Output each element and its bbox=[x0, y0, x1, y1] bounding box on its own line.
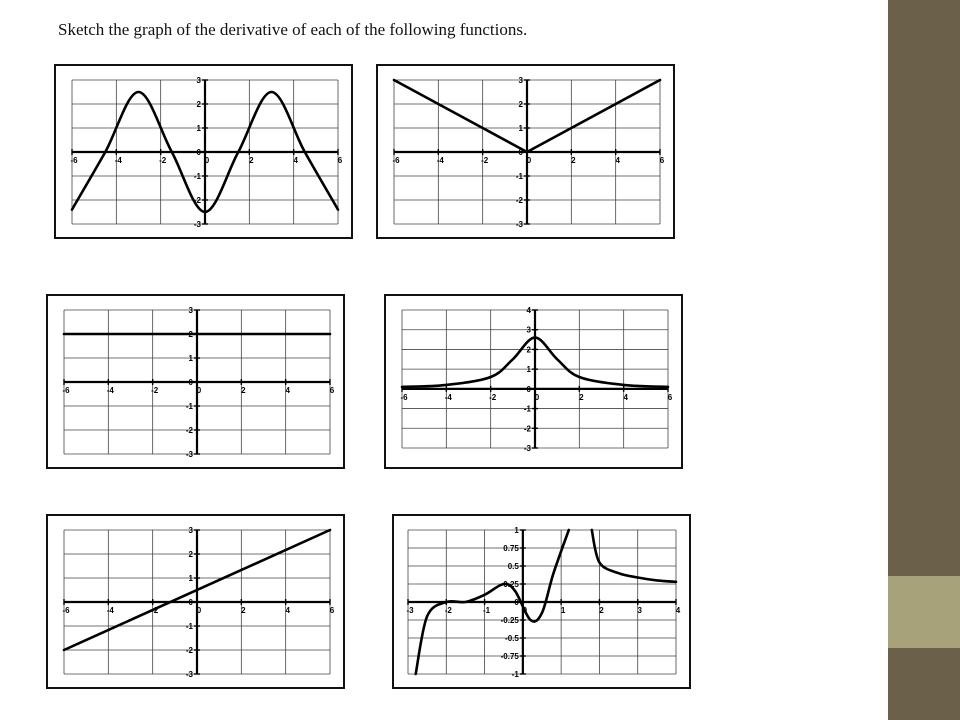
x-tick-label: -2 bbox=[444, 606, 452, 615]
y-tick-label: 3 bbox=[188, 526, 193, 535]
x-tick-label: -6 bbox=[62, 386, 70, 395]
y-tick-label: 0 bbox=[518, 148, 523, 157]
x-tick-label: 0 bbox=[522, 606, 528, 615]
y-tick-label: 0 bbox=[188, 378, 193, 387]
y-tick-label: 1 bbox=[196, 124, 201, 133]
x-tick-label: 0 bbox=[196, 386, 202, 395]
sidebar-light-block bbox=[888, 576, 960, 648]
y-tick-label: 2 bbox=[188, 330, 193, 339]
y-tick-label: 3 bbox=[188, 306, 193, 315]
y-tick-label: 2 bbox=[518, 100, 523, 109]
y-tick-label: -3 bbox=[193, 220, 201, 229]
x-tick-label: 0 bbox=[204, 156, 210, 165]
y-tick-label: 1 bbox=[518, 124, 523, 133]
y-tick-label: -1 bbox=[193, 172, 201, 181]
y-tick-label: -2 bbox=[523, 424, 531, 434]
y-tick-label: -1 bbox=[185, 622, 193, 631]
y-tick-label: 1 bbox=[514, 526, 519, 535]
x-tick-label: -6 bbox=[62, 606, 70, 615]
x-tick-label: -4 bbox=[444, 392, 452, 402]
y-tick-label: 0.75 bbox=[503, 544, 519, 553]
x-tick-label: 2 bbox=[241, 606, 246, 615]
x-tick-label: 4 bbox=[615, 156, 620, 165]
x-tick-label: -2 bbox=[481, 156, 489, 165]
y-tick-label: -1 bbox=[515, 172, 523, 181]
x-tick-label: 0 bbox=[196, 606, 202, 615]
x-tick-label: 1 bbox=[560, 606, 566, 615]
graph-6-curve-branch-right bbox=[592, 530, 676, 582]
graph-6-panel bbox=[392, 514, 691, 689]
y-tick-label: -2 bbox=[185, 646, 193, 655]
y-tick-label: -0.5 bbox=[505, 634, 519, 643]
graph-1-panel bbox=[54, 64, 353, 239]
y-tick-label: -1 bbox=[511, 670, 519, 679]
x-tick-label: 2 bbox=[579, 392, 584, 402]
x-tick-label: 4 bbox=[285, 606, 290, 615]
y-tick-label: 1 bbox=[188, 574, 193, 583]
y-tick-label: -2 bbox=[193, 196, 201, 205]
y-tick-label: 4 bbox=[526, 306, 531, 315]
graph-3-plot bbox=[48, 296, 343, 467]
x-tick-label: 4 bbox=[285, 386, 290, 395]
graph-3-panel bbox=[46, 294, 345, 469]
y-tick-label: -2 bbox=[515, 196, 523, 205]
x-tick-label: 2 bbox=[599, 606, 604, 615]
graph-2-plot bbox=[378, 66, 673, 237]
x-tick-label: 6 bbox=[337, 156, 343, 165]
x-tick-label: 6 bbox=[667, 392, 673, 402]
x-tick-label: 2 bbox=[249, 156, 254, 165]
y-tick-label: 3 bbox=[526, 325, 531, 335]
x-tick-label: -4 bbox=[114, 156, 122, 165]
x-tick-label: 2 bbox=[571, 156, 576, 165]
graph-5-panel bbox=[46, 514, 345, 689]
x-tick-label: -4 bbox=[436, 156, 444, 165]
graph-4-panel bbox=[384, 294, 683, 469]
y-tick-label: 2 bbox=[526, 345, 531, 355]
x-tick-label: -3 bbox=[406, 606, 414, 615]
x-tick-label: 4 bbox=[675, 606, 681, 615]
y-tick-label: -2 bbox=[185, 426, 193, 435]
y-tick-label: -0.75 bbox=[500, 652, 519, 661]
y-tick-label: -0.25 bbox=[500, 616, 519, 625]
y-tick-label: 0.25 bbox=[503, 580, 519, 589]
y-tick-label: 0 bbox=[196, 148, 201, 157]
graph-6-plot bbox=[394, 516, 689, 687]
x-tick-label: 4 bbox=[623, 392, 628, 402]
y-tick-label: -3 bbox=[523, 444, 531, 453]
graph-4-plot bbox=[386, 296, 681, 467]
y-tick-label: 3 bbox=[518, 76, 523, 85]
x-tick-label: -2 bbox=[151, 386, 159, 395]
y-tick-label: -1 bbox=[523, 404, 531, 414]
y-tick-label: -3 bbox=[185, 450, 193, 459]
y-tick-label: 1 bbox=[526, 365, 531, 375]
y-tick-label: -1 bbox=[185, 402, 193, 411]
x-tick-label: 6 bbox=[329, 606, 335, 615]
y-tick-label: 2 bbox=[188, 550, 193, 559]
y-tick-label: -3 bbox=[185, 670, 193, 679]
y-tick-label: 3 bbox=[196, 76, 201, 85]
y-tick-label: -3 bbox=[515, 220, 523, 229]
x-tick-label: -4 bbox=[106, 606, 114, 615]
x-tick-label: -2 bbox=[159, 156, 167, 165]
y-tick-label: 1 bbox=[188, 354, 193, 363]
x-tick-label: 3 bbox=[637, 606, 642, 615]
x-tick-label: -6 bbox=[400, 392, 408, 402]
y-tick-label: 2 bbox=[196, 100, 201, 109]
sidebar-dark-bottom bbox=[888, 648, 960, 720]
graph-1-plot bbox=[56, 66, 351, 237]
x-tick-label: 2 bbox=[241, 386, 246, 395]
y-tick-label: 0.5 bbox=[507, 562, 519, 571]
x-tick-label: -2 bbox=[151, 606, 159, 615]
x-tick-label: -1 bbox=[483, 606, 491, 615]
graph-5-plot bbox=[48, 516, 343, 687]
x-tick-label: 4 bbox=[293, 156, 298, 165]
x-tick-label: -6 bbox=[70, 156, 78, 165]
y-tick-label: 0 bbox=[526, 384, 531, 394]
sidebar-dark-top bbox=[888, 0, 960, 576]
x-tick-label: 0 bbox=[526, 156, 532, 165]
x-tick-label: 6 bbox=[329, 386, 335, 395]
y-tick-label: 0 bbox=[514, 598, 519, 607]
x-tick-label: -4 bbox=[106, 386, 114, 395]
x-tick-label: 6 bbox=[659, 156, 665, 165]
graph-2-panel bbox=[376, 64, 675, 239]
y-tick-label: 0 bbox=[188, 598, 193, 607]
x-tick-label: 0 bbox=[534, 392, 540, 402]
x-tick-label: -6 bbox=[392, 156, 400, 165]
worksheet-title: Sketch the graph of the derivative of each of the following functions. bbox=[58, 20, 528, 39]
x-tick-label: -2 bbox=[489, 392, 497, 402]
